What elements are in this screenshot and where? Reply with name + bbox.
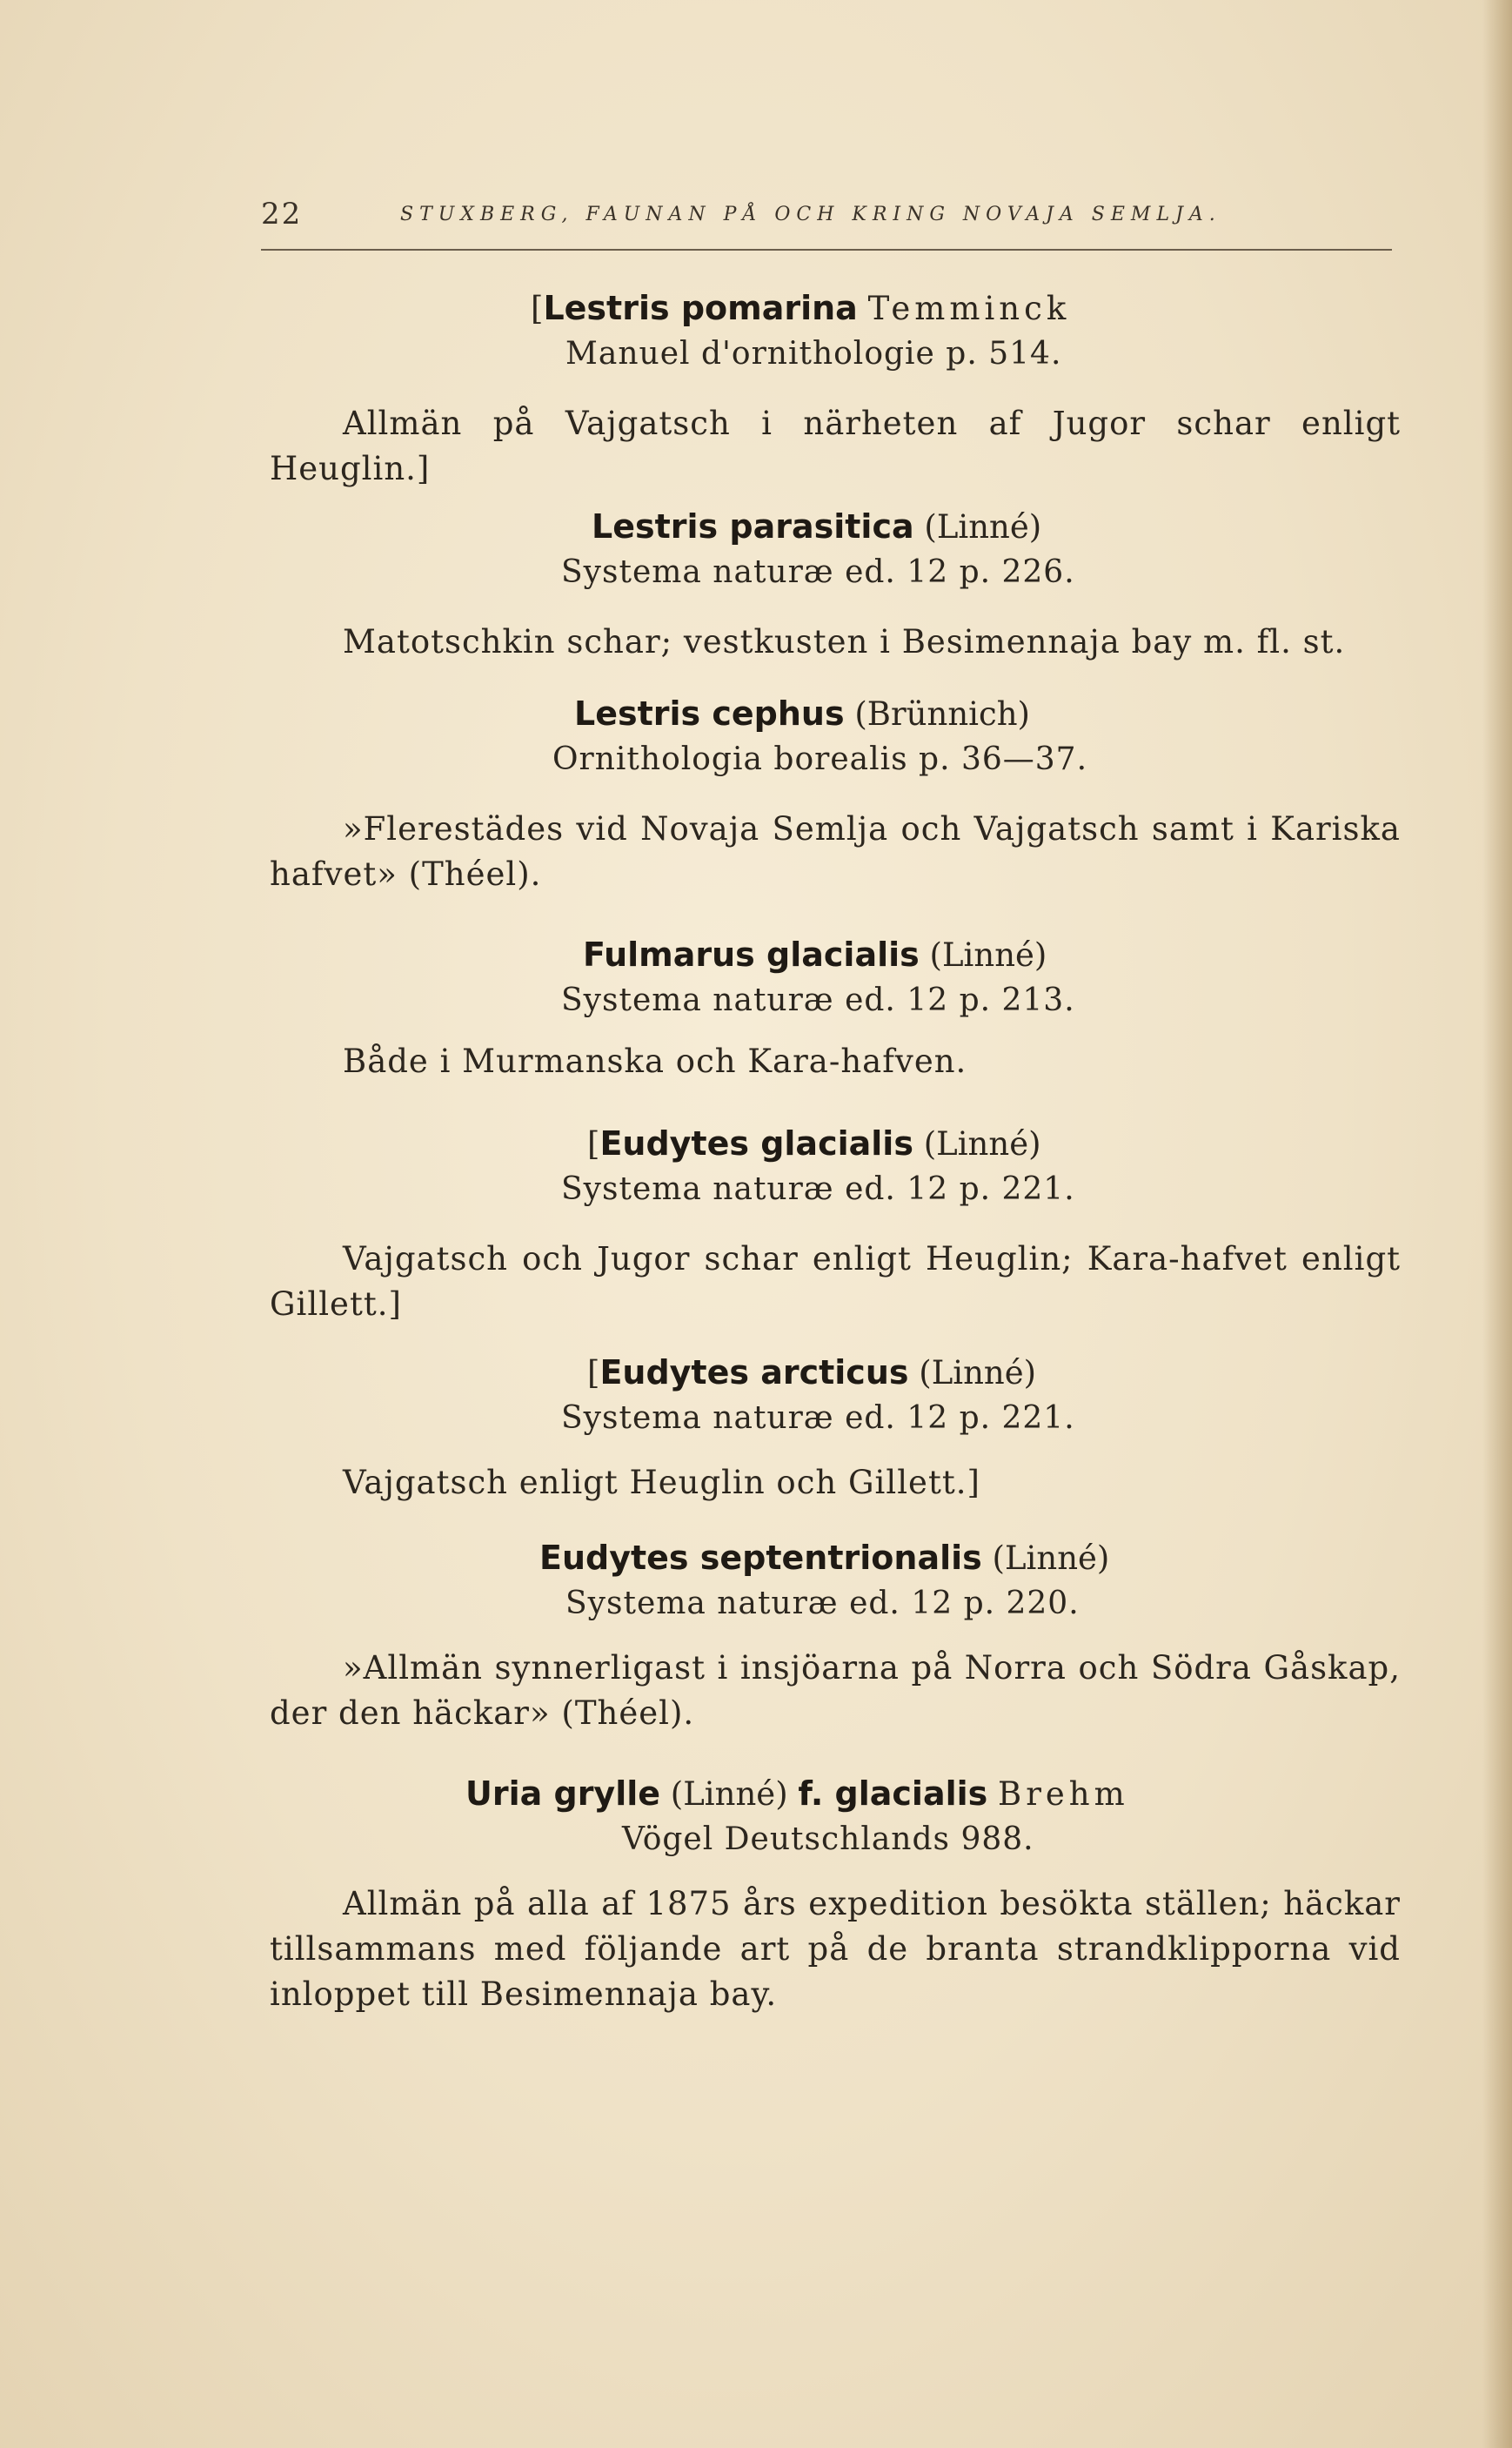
species-form-label: f. glacialis [798,1774,988,1813]
species-reference: Systema naturæ ed. 12 p. 213. [561,983,1075,1018]
header-rule [261,249,1392,251]
species-author: (Linné) [923,1125,1041,1163]
species-name: Uria grylle [465,1774,661,1813]
species-reference: Systema naturæ ed. 12 p. 226. [561,554,1075,590]
species-heading [270,932,1401,978]
species-heading [270,1535,1401,1581]
species-note: »Flerestädes vid Novaja Semlja och Vajgatsch samt i Kariska hafvet» (Théel). [270,810,1401,893]
species-reference: Vögel Deutschlands 988. [622,1821,1034,1857]
open-bracket: [ [587,1125,600,1163]
species-entry [270,504,1401,665]
species-name: Eudytes septentrionalis [539,1539,982,1577]
species-entry [270,691,1401,897]
species-heading [270,691,1401,737]
species-note: Både i Murmanska och Kara-hafven. [343,1043,967,1080]
species-name: Fulmarus glacialis [583,936,920,974]
species-name: Lestris cephus [574,694,845,733]
species-name: Lestris parasitica [592,507,914,546]
species-author: (Linné) [670,1775,788,1813]
species-reference: Systema naturæ ed. 12 p. 221. [561,1171,1075,1207]
species-note: »Allmän synnerligast i insjöarna på Norra och Södra Gåskap, der den häckar» (Théel). [270,1649,1401,1732]
species-name: Eudytes glacialis [599,1124,913,1163]
species-reference: Systema naturæ ed. 12 p. 221. [561,1400,1075,1436]
species-note: Matotschkin schar; vestkusten i Besimennaja bay m. fl. st. [343,623,1346,661]
page-number: 22 [261,197,303,231]
species-heading [270,504,1401,550]
species-heading [270,285,1401,332]
species-heading [270,1121,1401,1167]
species-note: Allmän på Vajgatsch i närheten af Jugor schar enligt Heuglin.] [270,405,1401,487]
species-author: (Linné) [924,508,1042,546]
species-entry [270,1350,1401,1506]
species-reference: Ornithologia borealis p. 36—37. [552,741,1088,777]
page-edge-shadow [1482,0,1512,2448]
running-title: STUXBERG, FAUNAN PÅ OCH KRING NOVAJA SEMLJA. [400,204,1221,225]
page-body [270,285,1401,2017]
open-bracket: [ [531,290,544,327]
species-note: Allmän på alla af 1875 års expedition besökta ställen; häckar tillsammans med följande art på de branta strandklipporna vid inloppet till Besimennaja bay. [270,1885,1401,2013]
species-author: Temminck [867,290,1071,327]
species-heading [270,1771,1401,1817]
species-reference: Manuel d'ornithologie p. 514. [565,336,1062,372]
species-note: Vajgatsch och Jugor schar enligt Heuglin; Kara-hafvet enligt Gillett.] [270,1240,1401,1323]
species-author: (Linné) [992,1539,1110,1577]
species-entry [270,932,1401,1084]
open-bracket: [ [587,1354,600,1392]
species-entry [270,285,1401,492]
species-entry [270,1535,1401,1736]
species-author: (Brünnich) [854,695,1030,733]
species-heading [270,1350,1401,1396]
species-entry [270,1121,1401,1327]
species-entry [270,1771,1401,2017]
species-author: (Linné) [929,936,1047,974]
species-note: Vajgatsch enligt Heuglin och Gillett.] [343,1464,980,1501]
species-name: Lestris pomarina [543,289,858,327]
species-author: (Linné) [919,1354,1037,1392]
species-form-author: Brehm [998,1775,1129,1813]
species-reference: Systema naturæ ed. 12 p. 220. [565,1586,1080,1621]
page-header [261,197,1338,249]
species-name: Eudytes arcticus [599,1353,909,1392]
